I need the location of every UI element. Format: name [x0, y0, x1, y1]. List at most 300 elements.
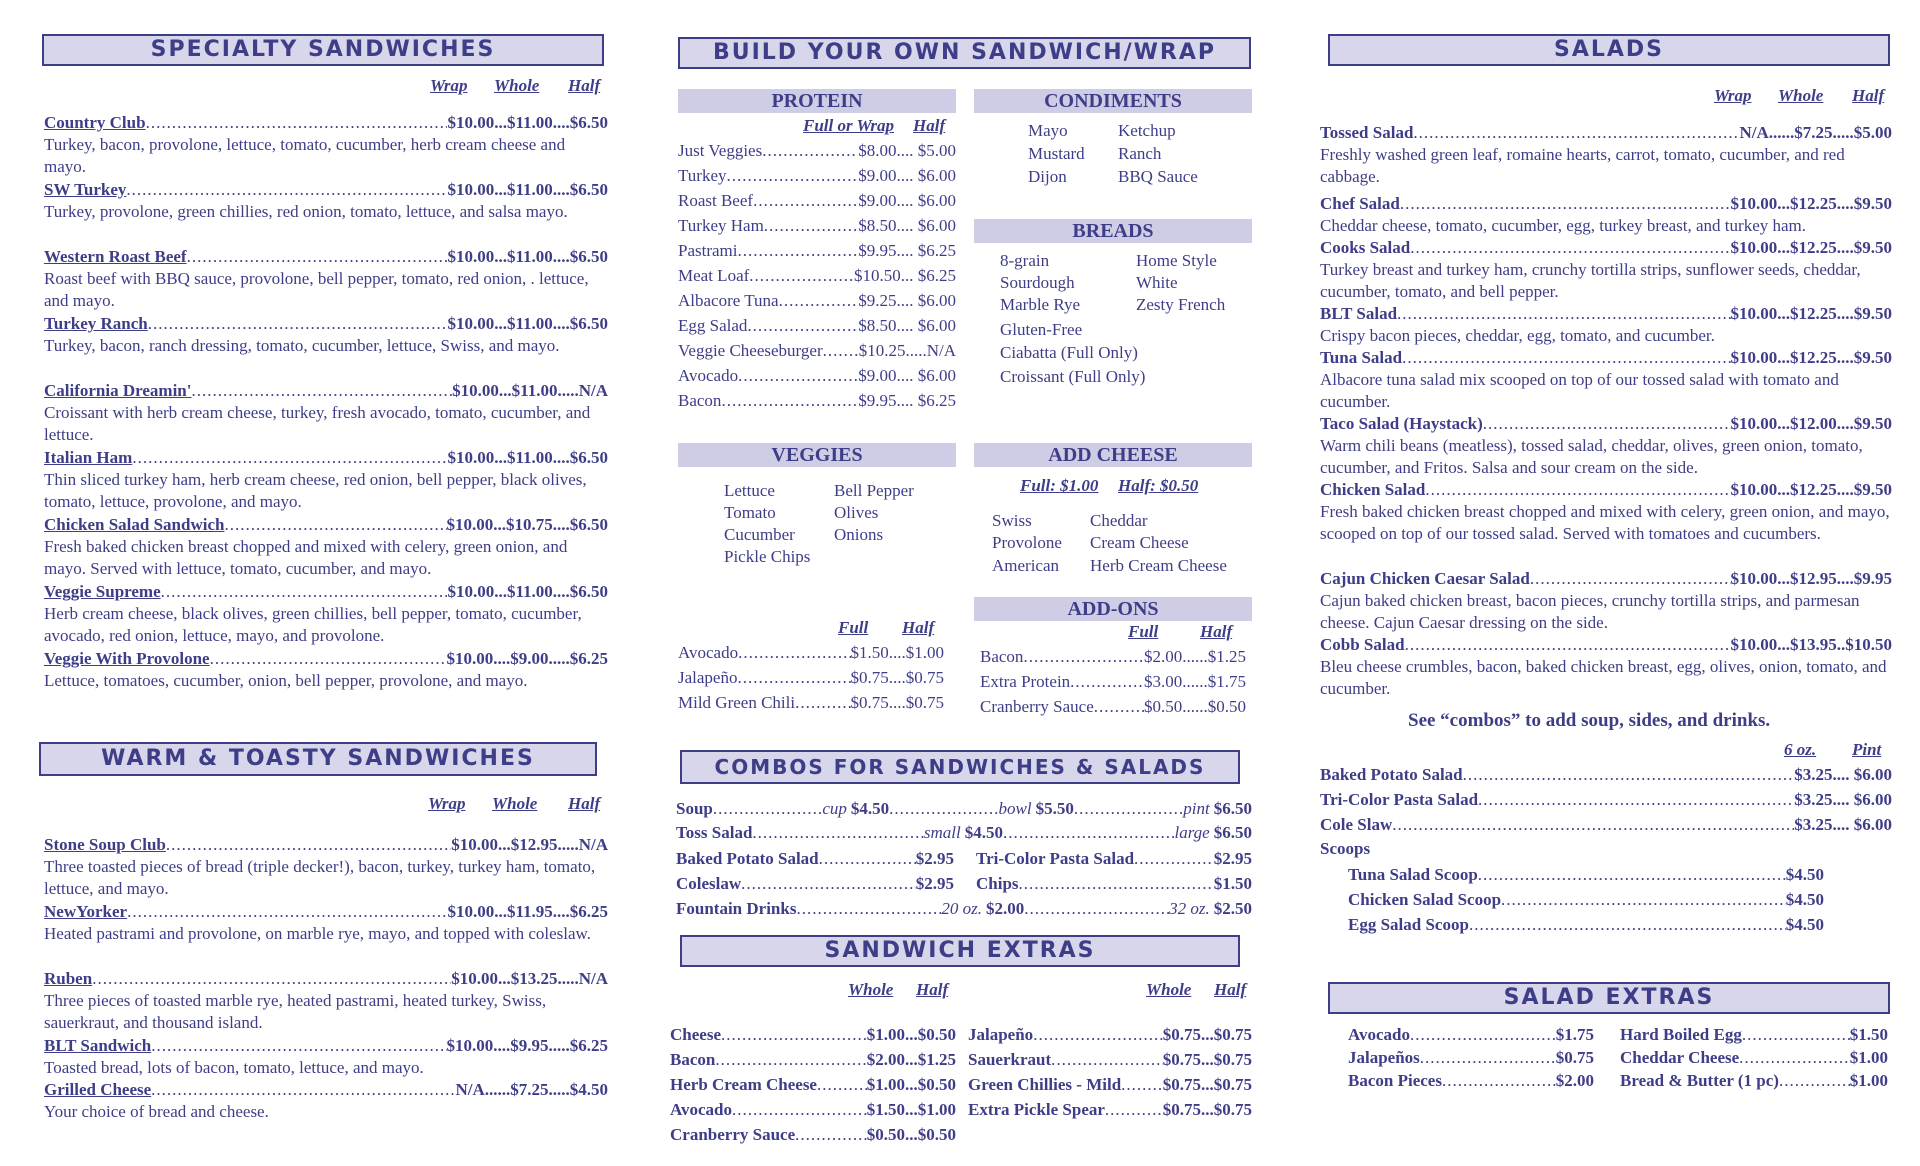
- specialty-item-desc: Lettuce, tomatoes, cucumber, onion, bell pepper, provolone, and mayo.: [44, 671, 528, 690]
- extra-left: [670, 1024, 956, 1046]
- sides-header-6oz: 6 oz.: [1784, 740, 1817, 759]
- leader-dots: [126, 179, 447, 201]
- specialty-item-price: $10.00...$11.00....$6.50: [447, 180, 608, 199]
- protein-item-price: $9.95.... $6.25: [858, 391, 956, 410]
- leader-dots: [1024, 898, 1169, 920]
- leader-dots: [737, 667, 850, 689]
- salads-header-half: Half: [1852, 86, 1885, 105]
- salad-item-price: $10.00...$12.95....$9.95: [1730, 569, 1892, 588]
- protein-item-price: $8.50.... $6.00: [858, 316, 956, 335]
- leader-dots: [1033, 1024, 1163, 1046]
- leader-dots: [753, 190, 858, 212]
- leader-dots: [151, 1079, 455, 1101]
- combo-soup-name: Soup: [676, 799, 713, 818]
- salad-item-desc: Cheddar cheese, tomato, cucumber, egg, turkey breast, and turkey ham.: [1320, 216, 1807, 235]
- warm-item: [44, 1079, 608, 1101]
- warm-item-price: $10.00...$12.95.....N/A: [451, 835, 608, 854]
- leader-dots: [732, 1099, 867, 1121]
- combo-drinks-name: Fountain Drinks: [676, 899, 797, 918]
- leader-dots: [1501, 889, 1786, 911]
- addon-name: Cranberry Sauce: [980, 697, 1094, 716]
- salad-item-name: Taco Salad (Haystack): [1320, 414, 1483, 433]
- leader-dots: [819, 848, 916, 870]
- warm-item: [44, 901, 608, 923]
- bread: Home Style: [1136, 251, 1217, 270]
- salad-side: [1320, 764, 1892, 786]
- veg-header-full: Full: [838, 618, 869, 637]
- scoops-label: Scoops: [1320, 839, 1371, 858]
- combo-item-name: Chips: [976, 874, 1019, 893]
- combo-item: [976, 873, 1252, 895]
- condiments-subheader: CONDIMENTS: [974, 89, 1252, 113]
- leader-dots: [1392, 814, 1794, 836]
- leader-dots: [1397, 303, 1730, 325]
- protein-item-price: $9.00.... $6.00: [858, 166, 956, 185]
- veg-extra-name: Jalapeño: [678, 668, 738, 687]
- combo-soup: [676, 798, 1252, 820]
- bread: Ciabatta (Full Only): [1000, 343, 1138, 362]
- bread: Sourdough: [1000, 273, 1075, 292]
- combo-toss-name: Toss Salad: [676, 823, 753, 842]
- salad-side-name: Baked Potato Salad: [1320, 765, 1463, 784]
- leader-dots: [749, 265, 854, 287]
- protein-item-name: Roast Beef: [678, 191, 754, 210]
- leader-dots: [132, 447, 447, 469]
- addon: [980, 671, 1246, 693]
- condiment: Dijon: [1028, 167, 1067, 186]
- salad-item: [1320, 479, 1892, 501]
- specialty-item-name: Chicken Salad Sandwich: [44, 515, 225, 534]
- warm-item-name: BLT Sandwich: [44, 1036, 152, 1055]
- specialty-item: [44, 112, 608, 134]
- specialty-item-price: $10.00...$11.00....$6.50: [447, 247, 608, 266]
- salad-item-price: $10.00...$12.25....$9.50: [1730, 194, 1892, 213]
- scoop-price: $4.50: [1785, 915, 1824, 934]
- specialty-header-whole: Whole: [494, 76, 540, 95]
- salad-item: [1320, 237, 1892, 259]
- combo-item-price: $2.95: [915, 849, 954, 868]
- addon-name: Extra Protein: [980, 672, 1071, 691]
- leader-dots: [1742, 1024, 1850, 1046]
- veg-extra: [678, 692, 944, 714]
- cheese: Cheddar: [1090, 511, 1148, 530]
- leader-dots: [715, 1049, 866, 1071]
- protein-item-name: Meat Loaf: [678, 266, 750, 285]
- extra-right: [968, 1049, 1252, 1071]
- scoop-name: Egg Salad Scoop: [1348, 915, 1469, 934]
- leader-dots: [151, 1035, 446, 1057]
- condiment: Mustard: [1028, 144, 1085, 163]
- salad-extra-right-name: Cheddar Cheese: [1620, 1048, 1740, 1067]
- combo-drink-price1: $2.00: [985, 899, 1025, 918]
- salad-item: [1320, 122, 1892, 144]
- addon-price: $3.00......$1.75: [1144, 672, 1246, 691]
- warm-item-price: $10.00....$9.95.....$6.25: [446, 1036, 608, 1055]
- extra-right: [968, 1074, 1252, 1096]
- addon-price: $0.50......$0.50: [1144, 697, 1246, 716]
- leader-dots: [1413, 122, 1739, 144]
- leader-dots: [148, 313, 448, 335]
- addon-price: $2.00......$1.25: [1144, 647, 1246, 666]
- build-your-own-banner: BUILD YOUR OWN SANDWICH/WRAP: [678, 37, 1251, 69]
- combo-drink-price2: $2.50: [1213, 899, 1252, 918]
- specialty-item-name: Italian Ham: [44, 448, 133, 467]
- warm-item-name: Grilled Cheese: [44, 1080, 152, 1099]
- specialty-item-name: Country Club: [44, 113, 146, 132]
- protein-item: [678, 165, 956, 187]
- leader-dots: [1410, 1024, 1556, 1046]
- specialty-item: [44, 313, 608, 335]
- leader-dots: [1739, 1047, 1850, 1069]
- cheese: Swiss: [992, 511, 1032, 530]
- cheese: Herb Cream Cheese: [1090, 556, 1227, 575]
- leader-dots: [747, 315, 858, 337]
- combos-banner: COMBOS FOR SANDWICHES & SALADS: [680, 750, 1240, 784]
- extra-left: [670, 1049, 956, 1071]
- specialty-sandwiches-banner: SPECIALTY SANDWICHES: [42, 34, 604, 66]
- specialty-item-price: $10.00...$11.00....$6.50: [447, 582, 608, 601]
- salad-item-desc: Warm chili beans (meatless), tossed salad, cheddar, olives, green onion, tomato, cucumber, and Fritos. Salsa and sour cream on the side.: [1320, 436, 1863, 477]
- extra-right: [968, 1099, 1252, 1121]
- extra-left-name: Herb Cream Cheese: [670, 1075, 817, 1094]
- salad-item-desc: Albacore tuna salad mix scooped on top of our tossed salad with tomato and cucumber.: [1320, 370, 1839, 411]
- leader-dots: [92, 968, 451, 990]
- protein-item-name: Turkey: [678, 166, 727, 185]
- veggie: Bell Pepper: [834, 481, 914, 500]
- leader-dots: [738, 240, 859, 262]
- combo-cup-price: $4.50: [850, 799, 890, 818]
- cheese: Provolone: [992, 533, 1062, 552]
- protein-subheader: PROTEIN: [678, 89, 956, 113]
- salad-side-price: $3.25.... $6.00: [1794, 815, 1892, 834]
- warm-item-desc: Toasted bread, lots of bacon, tomato, lettuce, and mayo.: [44, 1058, 424, 1077]
- scoop-price: $4.50: [1785, 865, 1824, 884]
- protein-item: [678, 240, 956, 262]
- specialty-item-desc: Thin sliced turkey ham, herb cream cheese, red onion, bell pepper, black olives, tomato, lettuce, provolone, and mayo.: [44, 470, 587, 511]
- combo-small-price: $4.50: [964, 823, 1003, 842]
- breads-subheader: BREADS: [974, 219, 1252, 243]
- extra-right-price: $0.75...$0.75: [1162, 1075, 1252, 1094]
- warm-item-name: Ruben: [44, 969, 93, 988]
- salads-banner: SALADS: [1328, 34, 1890, 66]
- veg-header-half: Half: [902, 618, 935, 637]
- specialty-item-desc: Croissant with herb cream cheese, turkey, fresh avocado, tomato, cucumber, and lettuce.: [44, 403, 591, 444]
- combo-large-label: large: [1174, 823, 1210, 842]
- extra-left-price: $1.00...$0.50: [866, 1025, 956, 1044]
- salad-item-desc: Turkey breast and turkey ham, crunchy tortilla strips, sunflower seeds, cheddar, cucumber, tomato, and bell pepper.: [1320, 260, 1861, 301]
- salad-extra-left-price: $0.75: [1555, 1048, 1594, 1067]
- extra-left-name: Bacon: [670, 1050, 716, 1069]
- veg-extra-name: Avocado: [678, 643, 739, 662]
- leader-dots: [1779, 1070, 1850, 1092]
- salad-item-desc: Bleu cheese crumbles, bacon, baked chicken breast, egg, olives, onion, tomato, and cucumber.: [1320, 657, 1887, 698]
- specialty-item-price: $10.00....$9.00.....$6.25: [446, 649, 608, 668]
- leader-dots: [1530, 568, 1731, 590]
- salad-item-price: $10.00...$12.25....$9.50: [1730, 304, 1892, 323]
- warm-item: [44, 968, 608, 990]
- leader-dots: [1425, 479, 1730, 501]
- leader-dots: [752, 822, 923, 844]
- salad-extra-left-name: Jalapeños: [1348, 1048, 1420, 1067]
- specialty-item-price: $10.00...$11.00....$6.50: [447, 314, 608, 333]
- combo-item-price: $2.95: [915, 874, 954, 893]
- leader-dots: [779, 290, 859, 312]
- leader-dots: [1469, 914, 1786, 936]
- salad-item-desc: Crispy bacon pieces, cheddar, egg, tomato, and cucumber.: [1320, 326, 1715, 345]
- warm-toasty-banner: WARM & TOASTY SANDWICHES: [39, 742, 597, 776]
- extra-right-name: Jalapeño: [968, 1025, 1034, 1044]
- bread: Croissant (Full Only): [1000, 367, 1146, 386]
- warm-item: [44, 1035, 608, 1057]
- addon: [980, 696, 1246, 718]
- specialty-item-name: Western Roast Beef: [44, 247, 187, 266]
- protein-item: [678, 140, 956, 162]
- salad-side-price: $3.25.... $6.00: [1794, 790, 1892, 809]
- extra-left-name: Avocado: [670, 1100, 733, 1119]
- combo-item: [976, 848, 1252, 870]
- specialty-item-price: $10.00...$11.00.....N/A: [452, 381, 608, 400]
- salad-item-name: Cooks Salad: [1320, 238, 1411, 257]
- protein-header-full: Full or Wrap: [803, 116, 895, 135]
- salad-extra-left-name: Avocado: [1348, 1025, 1411, 1044]
- leader-dots: [1463, 764, 1795, 786]
- protein-item-name: Just Veggies: [678, 141, 763, 160]
- salad-item-price: $10.00...$12.25....$9.50: [1730, 480, 1892, 499]
- specialty-header-wrap: Wrap: [430, 76, 468, 95]
- salad-item: [1320, 634, 1892, 656]
- salad-side-price: $3.25.... $6.00: [1794, 765, 1892, 784]
- extra-left: [670, 1124, 956, 1146]
- extra-right-price: $0.75...$0.75: [1162, 1050, 1252, 1069]
- extra-right-name: Sauerkraut: [968, 1050, 1052, 1069]
- salad-side-name: Tri-Color Pasta Salad: [1320, 790, 1479, 809]
- salad-side-name: Cole Slaw: [1320, 815, 1393, 834]
- salad-extras-banner: SALAD EXTRAS: [1328, 982, 1890, 1014]
- protein-item-name: Veggie Cheeseburger: [678, 341, 823, 360]
- extra-right-name: Extra Pickle Spear: [968, 1100, 1105, 1119]
- veg-extra-price: $0.75....$0.75: [850, 668, 944, 687]
- warm-item-desc: Three pieces of toasted marble rye, heated pastrami, heated turkey, Swiss, sauerkraut, and thousand island.: [44, 991, 547, 1032]
- addon-name: Bacon: [980, 647, 1024, 666]
- combo-item-name: Coleslaw: [676, 874, 742, 893]
- warm-item-name: NewYorker: [44, 902, 128, 921]
- leader-dots: [1400, 193, 1731, 215]
- protein-item-price: $10.50... $6.25: [854, 266, 956, 285]
- leader-dots: [161, 581, 448, 603]
- condiment: Ketchup: [1118, 121, 1176, 140]
- salad-extra-left: [1348, 1070, 1594, 1092]
- salad-item: [1320, 347, 1892, 369]
- combo-large-price: $6.50: [1213, 823, 1252, 842]
- combo-drink-size1: 20 oz.: [941, 899, 982, 918]
- salad-item: [1320, 568, 1892, 590]
- combo-item-price: $1.50: [1213, 874, 1252, 893]
- leader-dots: [1121, 1074, 1163, 1096]
- protein-item: [678, 315, 956, 337]
- combo-bowl-price: $5.50: [1035, 799, 1074, 818]
- leader-dots: [1405, 634, 1731, 656]
- salad-extra-right-price: $1.50: [1849, 1025, 1888, 1044]
- leader-dots: [721, 390, 858, 412]
- veg-extra: [678, 667, 944, 689]
- specialty-item-desc: Turkey, bacon, ranch dressing, tomato, cucumber, lettuce, Swiss, and mayo.: [44, 336, 560, 355]
- protein-item-name: Pastrami: [678, 241, 738, 260]
- condiment: BBQ Sauce: [1118, 167, 1198, 186]
- leader-dots: [1023, 646, 1144, 668]
- bread: White: [1136, 273, 1178, 292]
- leader-dots: [795, 692, 850, 714]
- combo-toss: [676, 822, 1252, 844]
- veg-extra-name: Mild Green Chili: [678, 693, 796, 712]
- salad-item-desc: Freshly washed green leaf, romaine hearts, carrot, tomato, cucumber, and red cabbage.: [1320, 145, 1845, 186]
- leader-dots: [1420, 1047, 1556, 1069]
- add-cheese-subheader: ADD CHEESE: [974, 443, 1252, 467]
- specialty-item: [44, 581, 608, 603]
- leader-dots: [738, 642, 850, 664]
- protein-item-name: Albacore Tuna: [678, 291, 779, 310]
- leader-dots: [1483, 413, 1731, 435]
- salad-extra-right-name: Hard Boiled Egg: [1620, 1025, 1742, 1044]
- combo-pint-label: pint: [1183, 799, 1210, 818]
- salad-side: [1320, 789, 1892, 811]
- sides-header-pint: Pint: [1852, 740, 1882, 759]
- salad-item: [1320, 413, 1892, 435]
- specialty-item-name: California Dreamin': [44, 381, 192, 400]
- specialty-item: [44, 648, 608, 670]
- leader-dots: [1478, 864, 1786, 886]
- salad-extra-right: [1620, 1047, 1888, 1069]
- specialty-header-half: Half: [568, 76, 601, 95]
- combo-cup-label: cup: [822, 799, 847, 818]
- condiment: Ranch: [1118, 144, 1162, 163]
- cheese: Cream Cheese: [1090, 533, 1189, 552]
- protein-item: [678, 340, 956, 362]
- specialty-item-price: $10.00...$10.75....$6.50: [446, 515, 608, 534]
- leader-dots: [1051, 1049, 1163, 1071]
- veggie: Cucumber: [724, 525, 795, 544]
- warm-item: [44, 834, 608, 856]
- specialty-item: [44, 246, 608, 268]
- extra-left: [670, 1074, 956, 1096]
- protein-item-name: Avocado: [678, 366, 739, 385]
- salad-item: [1320, 193, 1892, 215]
- warm-item-price: $10.00...$13.25.....N/A: [451, 969, 608, 988]
- specialty-item-desc: Turkey, provolone, green chillies, red onion, tomato, lettuce, and salsa mayo.: [44, 202, 568, 221]
- extra-left-price: $0.50...$0.50: [866, 1125, 956, 1144]
- sandwich-extras-banner: SANDWICH EXTRAS: [680, 935, 1240, 967]
- combo-small-label: small: [923, 823, 961, 842]
- salads-header-whole: Whole: [1778, 86, 1824, 105]
- warm-header-wrap: Wrap: [428, 794, 466, 813]
- salad-item-name: Cobb Salad: [1320, 635, 1405, 654]
- leader-dots: [166, 834, 451, 856]
- protein-item-price: $9.25.... $6.00: [858, 291, 956, 310]
- leader-dots: [721, 1024, 867, 1046]
- condiment: Mayo: [1028, 121, 1068, 140]
- leader-dots: [738, 365, 858, 387]
- leader-dots: [1402, 347, 1730, 369]
- protein-item-price: $9.95.... $6.25: [858, 241, 956, 260]
- add-ons-subheader: ADD-ONS: [974, 597, 1252, 621]
- cheese: American: [992, 556, 1060, 575]
- extra-left-price: $2.00...$1.25: [866, 1050, 956, 1069]
- combo-item: [676, 873, 954, 895]
- specialty-item-desc: Fresh baked chicken breast chopped and mixed with celery, green onion, and mayo. Served with lettuce, tomato, cucumber, and mayo.: [44, 537, 568, 578]
- combo-item-price: $2.95: [1213, 849, 1252, 868]
- combo-item-name: Tri-Color Pasta Salad: [976, 849, 1135, 868]
- salad-extra-left: [1348, 1047, 1594, 1069]
- protein-item-price: $10.25.....N/A: [858, 341, 956, 360]
- bread: Gluten-Free: [1000, 320, 1083, 339]
- extra-right-price: $0.75...$0.75: [1162, 1100, 1252, 1119]
- leader-dots: [1094, 696, 1144, 718]
- salad-item: [1320, 303, 1892, 325]
- scoop: [1348, 864, 1824, 886]
- combo-note: See “combos” to add soup, sides, and drinks.: [1408, 710, 1771, 731]
- veg-extra-price: $1.50....$1.00: [850, 643, 944, 662]
- protein-item-price: $9.00.... $6.00: [858, 366, 956, 385]
- leader-dots: [1019, 873, 1214, 895]
- veggie: Tomato: [724, 503, 776, 522]
- salad-extra-left: [1348, 1024, 1594, 1046]
- extras-header-half-2: Half: [1214, 980, 1247, 999]
- protein-item: [678, 290, 956, 312]
- combo-bowl-label: bowl: [998, 799, 1032, 818]
- leader-dots: [795, 1124, 867, 1146]
- leader-dots: [1410, 237, 1730, 259]
- combo-drink-size2: 32 oz.: [1169, 899, 1210, 918]
- protein-item-name: Turkey Ham: [678, 216, 764, 235]
- scoop: [1348, 889, 1824, 911]
- protein-item-price: $9.00.... $6.00: [858, 191, 956, 210]
- combo-drinks: [676, 898, 1252, 920]
- salad-item-price: $10.00...$12.00....$9.50: [1730, 414, 1892, 433]
- salad-extra-right-price: $1.00: [1849, 1071, 1888, 1090]
- salad-item-price: $10.00...$13.95..$10.50: [1730, 635, 1892, 654]
- leader-dots: [727, 165, 859, 187]
- extra-left-price: $1.00...$0.50: [866, 1075, 956, 1094]
- leader-dots: [889, 798, 998, 820]
- salad-item-price: N/A......$7.25.....$5.00: [1739, 123, 1892, 142]
- specialty-item-name: Turkey Ranch: [44, 314, 148, 333]
- protein-item-name: Egg Salad: [678, 316, 748, 335]
- specialty-item-price: $10.00...$11.00....$6.50: [447, 113, 608, 132]
- protein-item: [678, 265, 956, 287]
- extra-left-name: Cranberry Sauce: [670, 1125, 796, 1144]
- specialty-item-name: Veggie With Provolone: [44, 649, 210, 668]
- salad-extra-right-price: $1.00: [1849, 1048, 1888, 1067]
- combo-item-name: Baked Potato Salad: [676, 849, 819, 868]
- leader-dots: [187, 246, 448, 268]
- specialty-item-name: SW Turkey: [44, 180, 127, 199]
- salad-extra-right-name: Bread & Butter (1 pc): [1620, 1071, 1779, 1090]
- scoop: [1348, 914, 1824, 936]
- combo-item: [676, 848, 954, 870]
- leader-dots: [1134, 848, 1214, 870]
- leader-dots: [762, 140, 858, 162]
- extra-left-name: Cheese: [670, 1025, 721, 1044]
- extra-left-price: $1.50...$1.00: [866, 1100, 956, 1119]
- salad-item-price: $10.00...$12.25....$9.50: [1730, 238, 1892, 257]
- addons-header-half: Half: [1200, 622, 1233, 641]
- veggies-subheader: VEGGIES: [678, 443, 956, 467]
- veggie: Olives: [834, 503, 879, 522]
- bread: Marble Rye: [1000, 295, 1081, 314]
- extra-right: [968, 1024, 1252, 1046]
- leader-dots: [1478, 789, 1794, 811]
- salad-item-name: Tossed Salad: [1320, 123, 1414, 142]
- protein-item: [678, 190, 956, 212]
